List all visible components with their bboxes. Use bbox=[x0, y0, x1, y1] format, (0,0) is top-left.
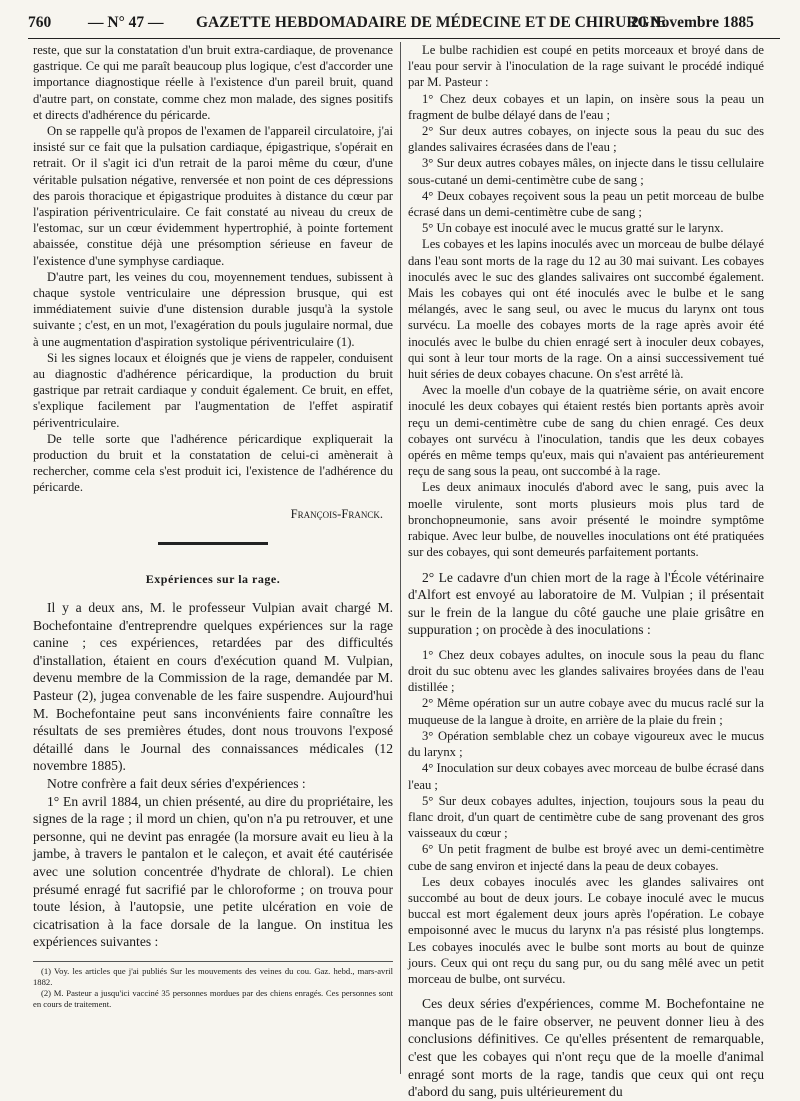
article-title: Expériences sur la rage. bbox=[145, 571, 281, 586]
paragraph: 1° En avril 1884, un chien présenté, au dire du propriétaire, les signes de la rage ; il mord un chien, qu'on n'a pu retrouver, et une personne, qui ne devint pas enragée (la morsure avait eu lieu à la jambe, à travers le pantalon et le caleçon, et avait été cautérisée avec une solution concentrée d'hydrate de chloral). Le chien présumé enragé fut sacrifié par le chloroforme ; on trouva pour toute lésion, à l'autopsie, une petite ulcération en voie de cicatrisation à la face dorsale de la langue. On institua les expériences suivantes : bbox=[33, 793, 393, 950]
paragraph: 2° Le cadavre d'un chien mort de la rage à l'École vétérinaire d'Alfort est envoyé au laboratoire de M. Vulpian ; il présentait sur le frein de la langue du côté gauche une plaie grisâtre en suppuration ; on procède à des inoculations : bbox=[408, 569, 764, 638]
journal-title: GAZETTE HEBDOMADAIRE DE MÉDECINE ET DE CHIRURGIE bbox=[196, 14, 666, 31]
paragraph: 3° Sur deux autres cobayes mâles, on injecte dans le tissu cellulaire sous-cutané un demi-centimètre cube de sang ; bbox=[408, 156, 764, 187]
paragraph: 6° Un petit fragment de bulbe est broyé avec un demi-centimètre cube de sang environ et injecté dans la peau de deux cobayes. bbox=[408, 842, 764, 873]
paragraph: Si les signes locaux et éloignés que je viens de rappeler, conduisent au diagnostic d'adhérence péricardique, la production du bruit gastrique par retrait cardiaque y conduit également. Ce bruit, en effet, s'explique facilement par l'augmentation de l'effet aspiratif périventriculaire. bbox=[33, 350, 393, 430]
section-rule bbox=[158, 542, 268, 545]
paragraph: Avec la moelle d'un cobaye de la quatrième série, on avait encore inoculé les deux cobayes qui étaient restés bien portants après avoir reçu un demi-centimètre cube de sang du chien enragé. Ces deux cobayes ont survécu à l'inoculation, tandis que les deux cobayes opérés en même temps qu'eux, mais qui n'avaient pas antérieurement reçu de sang sous la peau, ont succombé à la rage. bbox=[408, 383, 764, 479]
author-signature: François-Franck. bbox=[290, 506, 383, 521]
page-number: 760 bbox=[28, 14, 52, 31]
header-rule bbox=[28, 38, 780, 39]
paragraph: 3° Opération semblable chez un cobaye vigoureux avec le mucus du larynx ; bbox=[408, 728, 764, 760]
paragraph: 5° Sur deux cobayes adultes, injection, toujours sous la peau du flanc droit, d'un quart de centimètre cube de sang provenant des gros vaisseaux du cœur ; bbox=[408, 793, 764, 841]
paragraph: reste, que sur la constatation d'un bruit extra-cardiaque, de provenance gastrique. Ce qui me paraît beaucoup plus logique, c'est d'accorder une importance diagnostique réelle à l'existence d'un pareil bruit, quand d'autre part, on constate, comme chez mon malade, des signes positifs et directs d'adhérence du péricarde. bbox=[33, 43, 393, 122]
paragraph: 1° Chez deux cobayes et un lapin, on insère sous la peau un fragment de bulbe délayé dans de l'eau ; bbox=[408, 91, 764, 122]
paragraph: 4° Inoculation sur deux cobayes avec morceau de bulbe écrasé dans l'eau ; bbox=[408, 761, 764, 792]
paragraph: On se rappelle qu'à propos de l'examen de l'appareil circulatoire, j'ai insisté sur ce fait que la pulsation cardiaque, épigastrique, s'opérait en retrait. Or il s'agit ici d'un retrait de la paroi même du cœur, d'une véritable pulsation négative, renversée et non point de ces dépressions des parois thoracique et épigastrique produites à distance du cœur par l'aspiration périventriculaire. Ce fait constaté au niveau du creux de l'estomac, sur un cœur évidemment hypertrophié, à pointe fortement abaissée, constitue déjà une présomption sérieuse en faveur de l'existence d'une symphyse cardiaque. bbox=[33, 124, 393, 268]
paragraph: D'autre part, les veines du cou, moyennement tendues, subissent à chaque systole ventriculaire une dépression brusque, qui est immédiatement suivie d'une distension durable jusqu'à la systole suivante ; c'est, en un mot, l'exagération du pouls jugulaire normal, due à une augmentation d'aspiration systolique périventriculaire (1). bbox=[33, 269, 393, 349]
paragraph: 5° Un cobaye est inoculé avec le mucus gratté sur le larynx. bbox=[422, 221, 724, 236]
footnote: (2) M. Pasteur a jusqu'ici vacciné 35 personnes mordues par des chiens enragés. Ces personnes sont en cours de traitement. bbox=[33, 987, 393, 1009]
page-header bbox=[28, 12, 780, 36]
issue-number: — N° 47 — bbox=[88, 14, 164, 31]
paragraph: 2° Même opération sur un autre cobaye avec du mucus raclé sur la muqueuse de la langue à droite, en arrière de la plaie du frein ; bbox=[408, 696, 764, 727]
paragraph: Le bulbe rachidien est coupé en petits morceaux et broyé dans de l'eau pour servir à l'inoculation de la rage suivant le procédé indiqué par M. Pasteur : bbox=[408, 43, 764, 90]
paragraph: Ces deux séries d'expériences, comme M. Bochefontaine ne manque pas de le faire observer, ne peuvent donner lieu à des conclusions définitives. Ce qu'elles présentent de remarquable, c'est que les cobayes qui n'ont reçu que de la moelle d'animal enragé sont morts de la rage, tandis que ceux qui ont reçu d'abord du sang, puis ultérieurement du bbox=[408, 996, 764, 1100]
paragraph: Les deux cobayes inoculés avec les glandes salivaires ont succombé au bout de deux jours. Le cobaye inoculé avec le mucus buccal est mort également deux jours après l'opération. Le cobaye empoisonné avec le mucus du larynx n'a pas résisté plus longtemps. Les cobayes inoculés avec le bulbe sont morts au bout de quinze jours. Ceux qui ont reçu du sang pur, ou du sang mêlé avec un petit morceau de bulbe, ont survécu. bbox=[408, 874, 764, 986]
footnote: (1) Voy. les articles que j'ai publiés Sur les mouvements des veines du cou. Gaz. hebd., mars-avril 1882. bbox=[33, 965, 393, 987]
right-column bbox=[408, 42, 764, 1101]
paragraph: Notre confrère a fait deux séries d'expériences : bbox=[47, 776, 306, 792]
footnotes bbox=[33, 961, 393, 1010]
paragraph: De telle sorte que l'adhérence péricardique expliquerait la production du bruit et la constatation de celui-ci amènerait à rechercher, comme cela s'est produit ici, l'existence de l'adhérence du péricarde. bbox=[33, 431, 393, 495]
paragraph: 1° Chez deux cobayes adultes, on inocule sous la peau du flanc droit du suc obtenu avec les glandes salivaires broyées dans de l'eau distillée ; bbox=[408, 647, 764, 695]
paragraph: Il y a deux ans, M. le professeur Vulpian avait chargé M. Bochefontaine d'entreprendre quelques expériences sur la rage canine ; ces expériences, retardées par des difficultés d'installation, étaient en cours d'exécution quand M. Vulpian, devenu membre de la Commission de la rage, demandée par M. Pasteur (2), jugea convenable de les faire suspendre. Aujourd'hui M. Bochefontaine peut sans inconvénients faire connaître les résultats de ses premières études, dont nous trouvons l'exposé détaillé dans le Journal des connaissances médicales (12 novembre 1885). bbox=[33, 600, 393, 774]
paragraph: 2° Sur deux autres cobayes, on injecte sous la peau du suc des glandes salivaires écrasées dans de l'eau ; bbox=[408, 124, 764, 155]
paragraph: Les deux animaux inoculés d'abord avec le sang, puis avec la moelle virulente, sont morts plusieurs mois plus tard de bronchopneumonie, sans avoir présenté le moindre symptôme rabique. Avec leur bulbe, de nouvelles inoculations ont été pratiquées sur des cobayes, qui sont demeurés parfaitement portants. bbox=[408, 480, 764, 560]
paragraph: 4° Deux cobayes reçoivent sous la peau un petit morceau de bulbe écrasé dans un demi-centimètre cube de sang ; bbox=[408, 188, 764, 220]
paragraph: Les cobayes et les lapins inoculés avec un morceau de bulbe délayé dans l'eau sont morts de la rage du 12 au 30 mai suivant. Les cobayes inoculés avec le suc des glandes salivaires ont succombé également. Mais les cobayes qui ont été inoculés avec le bulbe et le sang mélangés, avec le sang seul, ou avec le mucus du larynx ont tous survécu. La moelle des cobayes morts de la rage après avoir été inoculés avec le bulbe du chien enragé sert à inoculer deux cobayes, qui sont à leur tour morts de la rage. On a ainsi successivement tué huit séries de deux cobayes chacune. On s'est arrêté là. bbox=[408, 237, 764, 382]
column-divider bbox=[400, 42, 401, 1074]
issue-date: 20 Novembre 1885 bbox=[631, 14, 754, 31]
left-column bbox=[33, 42, 393, 1010]
